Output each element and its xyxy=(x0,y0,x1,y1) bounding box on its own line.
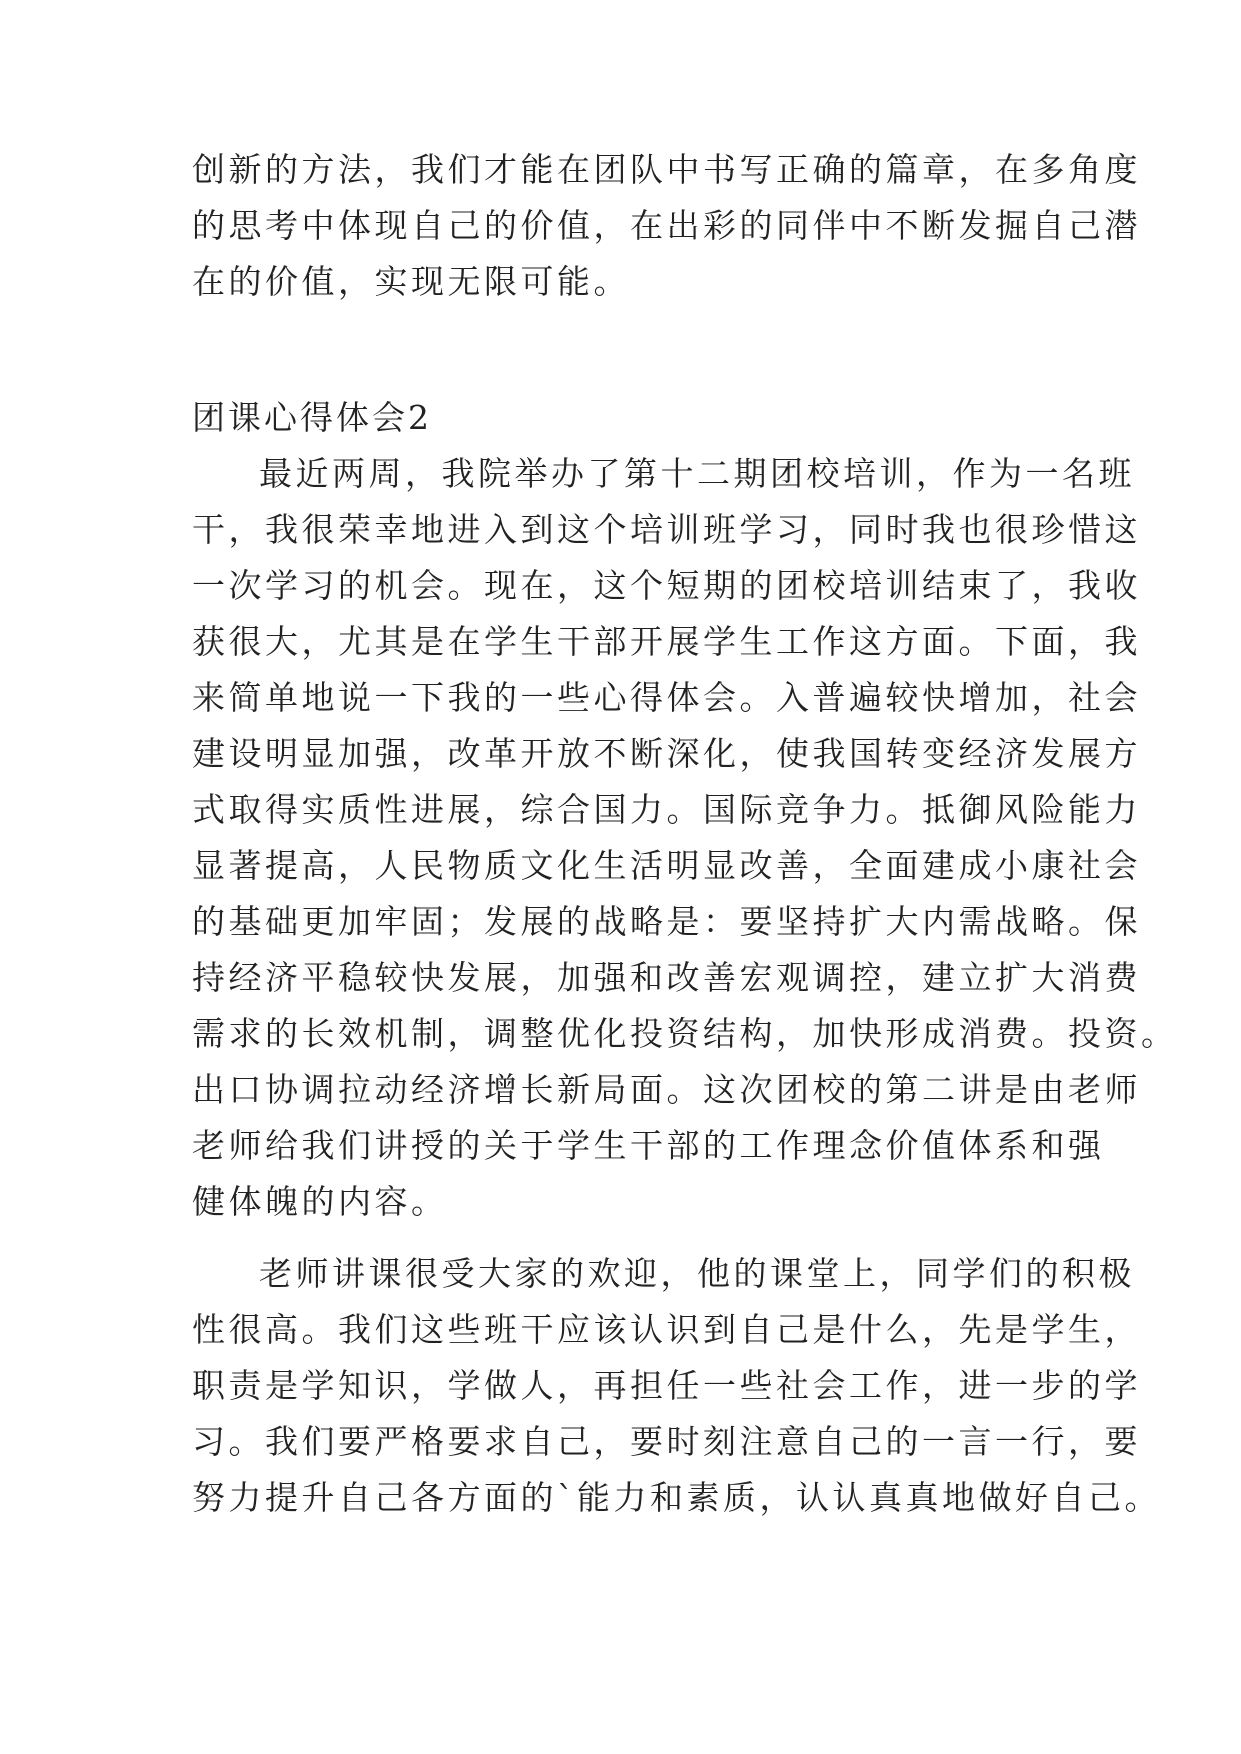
paragraph2-line-4: 习。我们要严格要求自己，要时刻注意自己的一言一行，要 xyxy=(192,1422,1141,1461)
paragraph1-line-8: 显著提高，人民物质文化生活明显改善，全面建成小康社会 xyxy=(192,846,1141,885)
intro-line-2: 的思考中体现自己的价值，在出彩的同伴中不断发掘自己潜 xyxy=(192,206,1141,245)
paragraph1-line-2: 干，我很荣幸地进入到这个培训班学习，同时我也很珍惜这 xyxy=(192,510,1141,549)
paragraph1-line-13: 老师给我们讲授的关于学生干部的工作理念价值体系和强 xyxy=(192,1126,1105,1165)
paragraph1-line-10: 持经济平稳较快发展，加强和改善宏观调控，建立扩大消费 xyxy=(192,958,1141,997)
paragraph1-line-7: 式取得实质性进展，综合国力。国际竞争力。抵御风险能力 xyxy=(192,790,1141,829)
paragraph2-line-2: 性很高。我们这些班干应该认识到自己是什么，先是学生， xyxy=(192,1310,1141,1349)
intro-line-3: 在的价值，实现无限可能。 xyxy=(192,262,630,301)
paragraph2-line-1: 老师讲课很受大家的欢迎，他的课堂上，同学们的积极 xyxy=(259,1254,1135,1293)
section-title: 团课心得体会2 xyxy=(192,398,432,437)
paragraph2-line-5: 努力提升自己各方面的`能力和素质，认认真真地做好自己。 xyxy=(192,1478,1161,1517)
paragraph1-line-12: 出口协调拉动经济增长新局面。这次团校的第二讲是由老师 xyxy=(192,1070,1141,1109)
paragraph1-line-5: 来简单地说一下我的一些心得体会。入普遍较快增加，社会 xyxy=(192,678,1141,717)
intro-line-1: 创新的方法，我们才能在团队中书写正确的篇章，在多角度 xyxy=(192,150,1141,189)
paragraph1-line-11: 需求的长效机制，调整优化投资结构，加快形成消费。投资。 xyxy=(192,1014,1178,1053)
paragraph1-line-1: 最近两周，我院举办了第十二期团校培训，作为一名班 xyxy=(259,454,1135,493)
paragraph2-line-3: 职责是学知识，学做人，再担任一些社会工作，进一步的学 xyxy=(192,1366,1141,1405)
paragraph1-line-6: 建设明显加强，改革开放不断深化，使我国转变经济发展方 xyxy=(192,734,1141,773)
paragraph1-line-14: 健体魄的内容。 xyxy=(192,1182,448,1221)
paragraph1-line-3: 一次学习的机会。现在，这个短期的团校培训结束了，我收 xyxy=(192,566,1141,605)
paragraph1-line-9: 的基础更加牢固；发展的战略是：要坚持扩大内需战略。保 xyxy=(192,902,1141,941)
paragraph1-line-4: 获很大，尤其是在学生干部开展学生工作这方面。下面，我 xyxy=(192,622,1141,661)
